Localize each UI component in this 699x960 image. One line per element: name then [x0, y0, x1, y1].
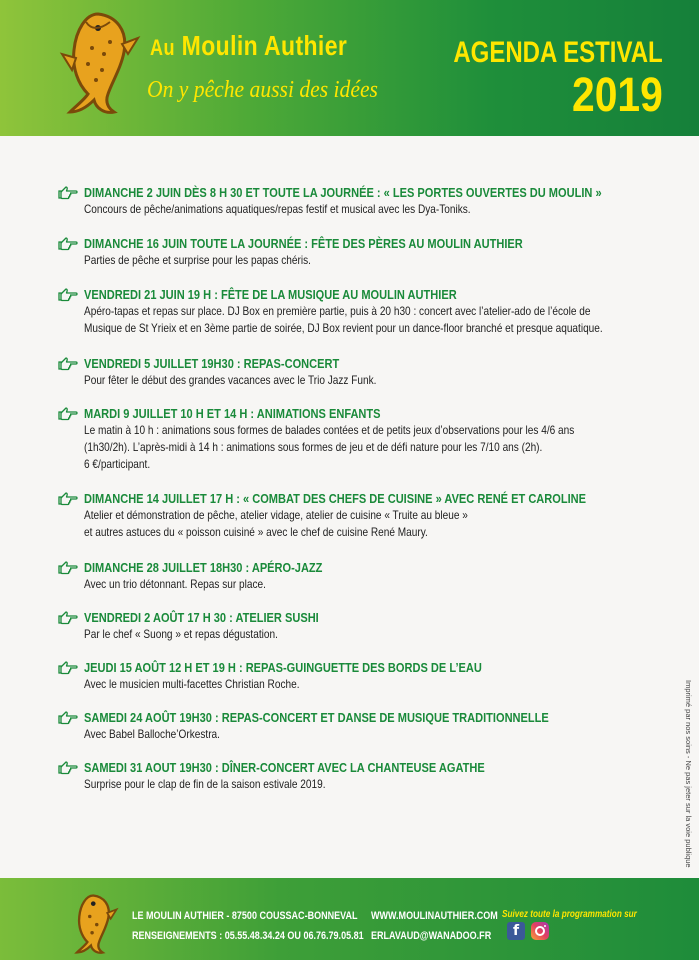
pointing-hand-icon: [58, 492, 78, 506]
pointing-hand-icon: [58, 561, 78, 575]
pointing-hand-icon: [58, 186, 78, 200]
event-description: Avec Babel Balloche’Orkestra.: [84, 727, 220, 741]
event-title: SAMEDI 24 AOÛT 19H30 : REPAS-CONCERT ET DANSE DE MUSIQUE TRADITIONNELLE: [84, 710, 549, 725]
event-description: Surprise pour le clap de fin de la saison estivale 2019.: [84, 777, 326, 791]
pointing-hand-icon: [58, 357, 78, 371]
event-item: [58, 356, 678, 389]
event-item: [58, 710, 678, 743]
event-description: Apéro-tapas et repas sur place. DJ Box en première partie, puis à 20 h30 : concert avec l’atelier-ado de l’école de: [84, 304, 591, 318]
trout-logo-icon: [70, 892, 120, 956]
footer-follow-text: Suivez toute la programmation sur: [502, 909, 637, 920]
print-notice: Imprimé par nos soins - Ne pas jeter sur la voie publique: [684, 680, 693, 868]
event-description: 6 €/participant.: [84, 457, 151, 471]
event-description: Avec un trio détonnant. Repas sur place.: [84, 577, 266, 591]
pointing-hand-icon: [58, 611, 78, 625]
event-description: Pour fêter le début des grandes vacances avec le Trio Jazz Funk.: [84, 373, 377, 387]
facebook-icon[interactable]: f: [507, 922, 525, 940]
event-title: VENDREDI 21 JUIN 19 H : FÊTE DE LA MUSIQUE AU MOULIN AUTHIER: [84, 287, 457, 302]
event-description: Atelier et démonstration de pêche, atelier vidage, atelier de cuisine « Truite au bleue »: [84, 508, 468, 522]
pointing-hand-icon: [58, 711, 78, 725]
event-item: [58, 491, 678, 541]
brand-tagline: On y pêche aussi des idées: [147, 77, 378, 103]
event-title: MARDI 9 JUILLET 10 H ET 14 H : ANIMATIONS ENFANTS: [84, 406, 381, 421]
brand-prefix: Au: [150, 35, 175, 60]
event-title: DIMANCHE 28 JUILLET 18H30 : APÉRO-JAZZ: [84, 560, 323, 575]
footer-website[interactable]: WWW.MOULINAUTHIER.COM: [371, 910, 498, 922]
event-title: DIMANCHE 2 JUIN DÈS 8 H 30 ET TOUTE LA JOURNÉE : « LES PORTES OUVERTES DU MOULIN »: [84, 185, 602, 200]
event-item: [58, 560, 678, 593]
pointing-hand-icon: [58, 407, 78, 421]
pointing-hand-icon: [58, 237, 78, 251]
event-title: VENDREDI 5 JUILLET 19H30 : REPAS-CONCERT: [84, 356, 340, 371]
event-title: SAMEDI 31 AOUT 19H30 : DÎNER-CONCERT AVEC LA CHANTEUSE AGATHE: [84, 760, 485, 775]
trout-logo-icon: [58, 8, 144, 118]
brand-name: [150, 30, 347, 62]
event-description: Par le chef « Suong » et repas dégustation.: [84, 627, 278, 641]
event-description: Parties de pêche et surprise pour les papas chéris.: [84, 253, 311, 267]
event-description: Musique de St Yrieix et en 3ème partie de soirée, DJ Box revient pour un dance-floor branché et presque aquatique.: [84, 321, 603, 335]
event-description: et autres astuces du « poisson cuisiné » avec le chef de cuisine René Maury.: [84, 525, 428, 539]
header-banner: [0, 0, 699, 136]
footer-email[interactable]: ERLAVAUD@WANADOO.FR: [371, 930, 492, 942]
footer-banner: [0, 878, 699, 960]
event-item: [58, 185, 678, 218]
pointing-hand-icon: [58, 761, 78, 775]
event-item: [58, 610, 678, 643]
brand-title: Moulin Authier: [181, 30, 348, 61]
event-list: [58, 185, 678, 793]
event-item: [58, 660, 678, 693]
instagram-icon[interactable]: [531, 922, 549, 940]
agenda-year: 2019: [572, 69, 663, 122]
event-item: [58, 760, 678, 793]
event-item: [58, 287, 678, 337]
pointing-hand-icon: [58, 661, 78, 675]
event-title: JEUDI 15 AOÛT 12 H ET 19 H : REPAS-GUINGUETTE DES BORDS DE L’EAU: [84, 660, 482, 675]
footer-phones: RENSEIGNEMENTS : 05.55.48.34.24 OU 06.76.79.05.81: [132, 930, 364, 942]
pointing-hand-icon: [58, 288, 78, 302]
event-title: DIMANCHE 16 JUIN TOUTE LA JOURNÉE : FÊTE DES PÈRES AU MOULIN AUTHIER: [84, 236, 523, 251]
footer-address: LE MOULIN AUTHIER - 87500 COUSSAC-BONNEVAL: [132, 910, 358, 922]
event-title: DIMANCHE 14 JUILLET 17 H : « COMBAT DES CHEFS DE CUISINE » AVEC RENÉ ET CAROLINE: [84, 491, 587, 506]
agenda-title: AGENDA ESTIVAL: [453, 36, 663, 69]
event-description: (1h30/2h). L’après-midi à 14 h : animations sous formes de jeu et de défi nature pour les 7/10 ans (2h).: [84, 440, 543, 454]
event-title: VENDREDI 2 AOÛT 17 H 30 : ATELIER SUSHI: [84, 610, 319, 625]
event-description: Concours de pêche/animations aquatiques/repas festif et musical avec les Dya-Toniks.: [84, 202, 471, 216]
event-description: Avec le musicien multi-facettes Christian Roche.: [84, 677, 300, 691]
event-item: [58, 406, 678, 473]
event-item: [58, 236, 678, 269]
event-description: Le matin à 10 h : animations sous formes de balades contées et de petits jeux d’observations pour les 4/6 ans: [84, 423, 575, 437]
